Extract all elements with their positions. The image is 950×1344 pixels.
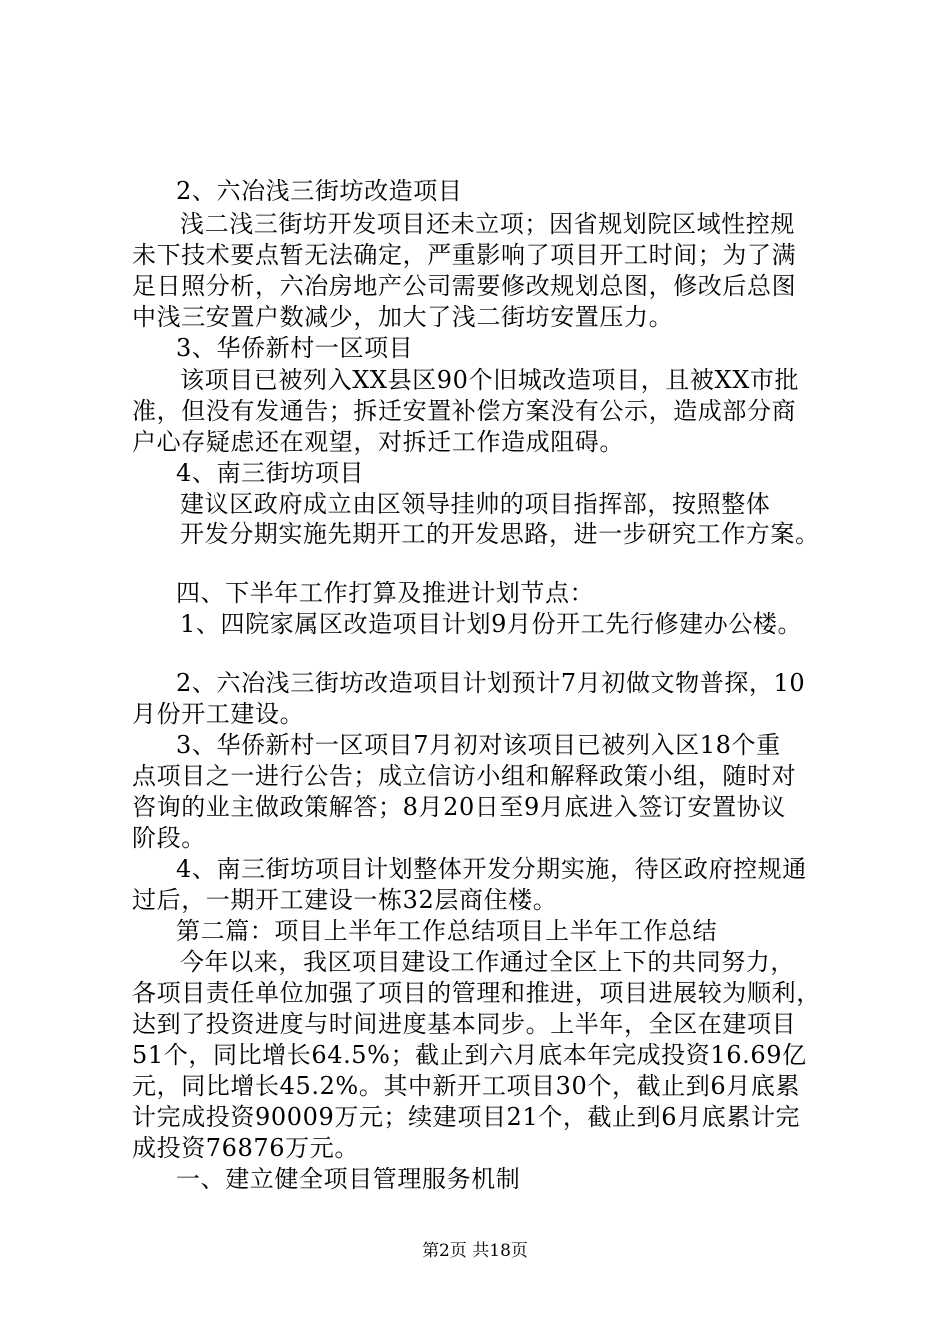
paragraph-line: 成投资76876万元。 <box>132 1134 359 1162</box>
chapter-heading: 第二篇：项目上半年工作总结项目上半年工作总结 <box>176 917 718 945</box>
paragraph-line: 开发分期实施先期开工的开发思路，进一步研究工作方案。 <box>180 520 820 548</box>
paragraph-line: 达到了投资进度与时间进度基本同步。上半年，全区在建项目 <box>132 1010 797 1038</box>
paragraph-line: 足日照分析，六冶房地产公司需要修改规划总图，修改后总图 <box>132 272 797 300</box>
plan-item: 2、六冶浅三街坊改造项目计划预计7月初做文物普探，10 <box>176 669 806 697</box>
section-heading: 四、下半年工作打算及推进计划节点： <box>176 579 595 607</box>
paragraph-line: 该项目已被列入XX县区90个旧城改造项目，且被XX市批 <box>180 366 800 394</box>
paragraph-line: 未下技术要点暂无法确定，严重影响了项目开工时间；为了满 <box>132 241 797 269</box>
page-footer: 第2页 共18页 <box>422 1241 528 1261</box>
plan-item: 3、华侨新村一区项目7月初对该项目已被列入区18个重 <box>176 731 781 759</box>
paragraph-line: 中浅三安置户数减少，加大了浅二街坊安置压力。 <box>132 303 674 331</box>
paragraph-line: 建议区政府成立由区领导挂帅的项目指挥部，按照整体 <box>180 490 771 518</box>
paragraph-line: 元，同比增长45.2%。其中新开工项目30个，截止到6月底累 <box>132 1072 801 1100</box>
plan-item: 4、南三街坊项目计划整体开发分期实施，待区政府控规通 <box>176 855 807 883</box>
paragraph-line: 阶段。 <box>132 824 206 852</box>
paragraph-line: 51个，同比增长64.5%；截止到六月底本年完成投资16.69亿 <box>132 1041 807 1069</box>
section-heading: 一、建立健全项目管理服务机制 <box>176 1165 521 1193</box>
paragraph-line: 过后，一期开工建设一栋32层商住楼。 <box>132 886 558 914</box>
heading-item-3: 3、华侨新村一区项目 <box>176 334 414 362</box>
plan-item: 1、四院家属区改造项目计划9月份开工先行修建办公楼。 <box>180 610 803 638</box>
paragraph-line: 浅二浅三街坊开发项目还未立项；因省规划院区域性控规 <box>180 210 795 238</box>
heading-item-4: 4、南三街坊项目 <box>176 459 365 487</box>
paragraph-line: 咨询的业主做政策解答；8月20日至9月底进入签订安置协议 <box>132 793 786 821</box>
paragraph-line: 今年以来，我区项目建设工作通过全区上下的共同努力， <box>180 948 795 976</box>
paragraph-line: 各项目责任单位加强了项目的管理和推进，项目进展较为顺利， <box>132 979 821 1007</box>
paragraph-line: 点项目之一进行公告；成立信访小组和解释政策小组，随时对 <box>132 762 797 790</box>
paragraph-line: 准，但没有发通告；拆迁安置补偿方案没有公示，造成部分商 <box>132 397 797 425</box>
heading-item-2: 2、六冶浅三街坊改造项目 <box>176 177 463 205</box>
paragraph-line: 户心存疑虑还在观望，对拆迁工作造成阻碍。 <box>132 428 624 456</box>
paragraph-line: 计完成投资90009万元；续建项目21个，截止到6月底累计完 <box>132 1103 801 1131</box>
paragraph-line: 月份开工建设。 <box>132 700 305 728</box>
